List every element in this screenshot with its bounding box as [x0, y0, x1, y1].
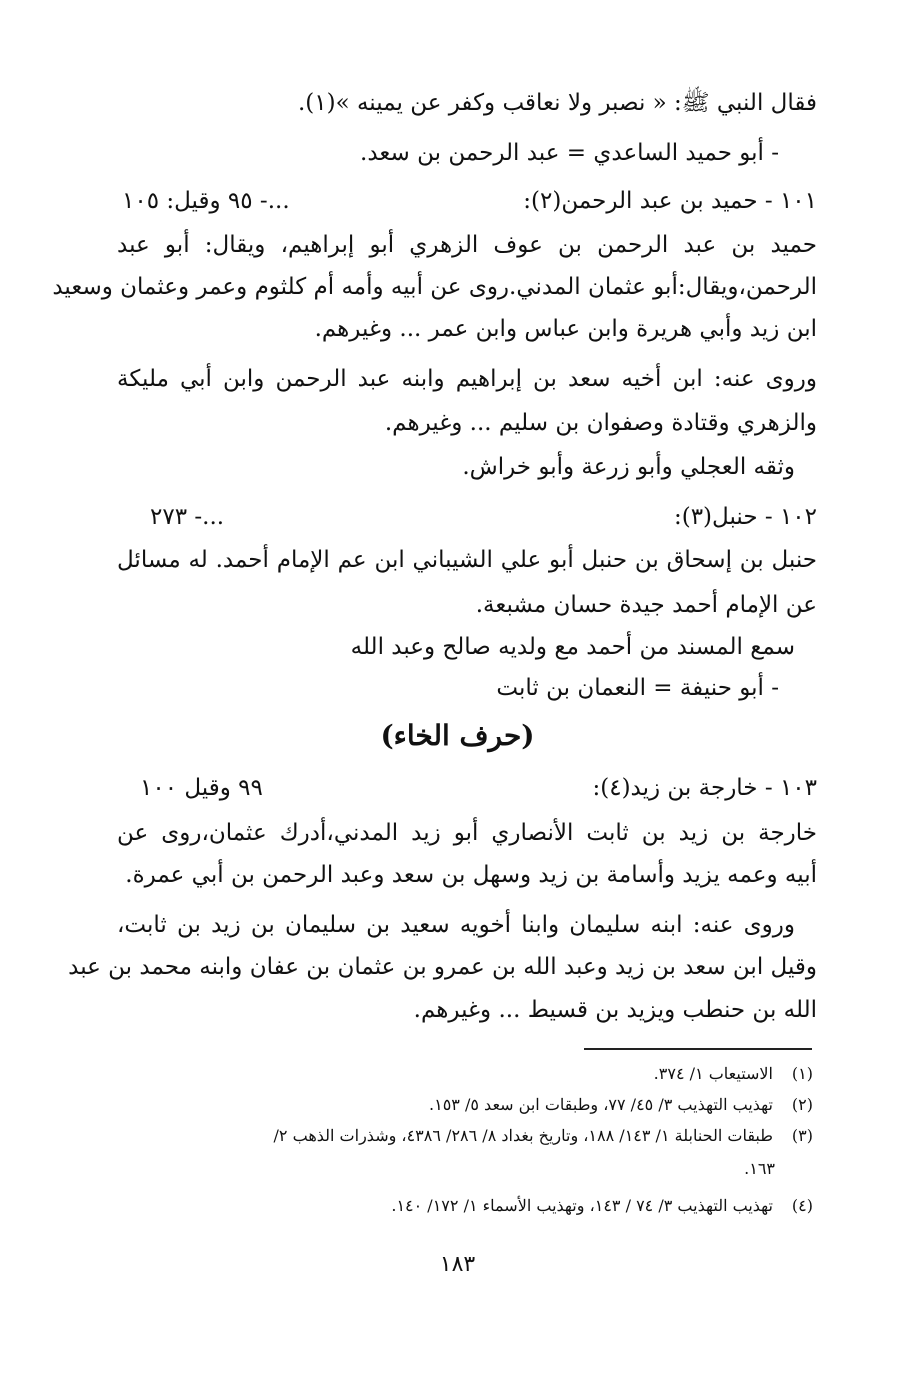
- entry-heading: ١٠٢ - حنبل(٣):: [673, 504, 817, 530]
- entry-heading: ١٠١ - حميد بن عبد الرحمن(٢):: [523, 188, 817, 214]
- text-line: والزهري وقتادة وصفوان بن سليم ... وغيرهم.: [384, 410, 817, 436]
- text-line: الله بن حنطب ويزيد بن قسيط ... وغيرهم.: [413, 997, 817, 1023]
- text-line: سمع المسند من أحمد مع ولديه صالح وعبد الله: [350, 634, 795, 660]
- text-line: وروى عنه: ابن أخيه سعد بن إبراهيم وابنه عبد الرحمن وابن أبي مليكة: [117, 366, 817, 392]
- footnote-separator: [584, 1048, 812, 1050]
- entry-heading: ١٠٣ - خارجة بن زيد(٤):: [592, 775, 817, 801]
- page-number: ١٨٣: [439, 1252, 476, 1277]
- footnote-number: (١): [791, 1064, 813, 1083]
- footnote-text: تهذيب التهذيب ٣/ ٧٤ / ١٤٣، وتهذيب الأسماء ١/ ١٧٢/ ١٤٠.: [391, 1196, 773, 1215]
- text-line: خارجة بن زيد بن ثابت الأنصاري أبو زيد المدني،أدرك عثمان،روى عن: [117, 820, 817, 846]
- text-line: الرحمن،ويقال:أبو عثمان المدني.روى عن أبيه وأمه أم كلثوم وعمر وعثمان وسعيد: [52, 274, 817, 300]
- entry-dates: ...- ٢٧٣: [150, 504, 225, 530]
- text-line: - أبو حميد الساعدي = عبد الرحمن بن سعد.: [360, 140, 779, 166]
- footnote-text: الاستيعاب ١/ ٣٧٤.: [653, 1064, 773, 1083]
- entry-dates: ...- ٩٥ وقيل: ١٠٥: [122, 188, 290, 214]
- footnote: [274, 1125, 813, 1147]
- text-line: - أبو حنيفة = النعمان بن ثابت: [496, 675, 779, 701]
- text-line: فقال النبي ﷺ: « نصبر ولا نعاقب وكفر عن يمينه »(١).: [297, 90, 817, 116]
- text-line: حميد بن عبد الرحمن بن عوف الزهري أبو إبراهيم، ويقال: أبو عبد: [117, 232, 817, 258]
- footnote-number: (٢): [791, 1095, 813, 1114]
- footnote: [429, 1094, 813, 1116]
- footnote: [654, 1063, 813, 1085]
- entry-dates: ٩٩ وقيل ١٠٠: [140, 775, 263, 801]
- footnote-continuation: ١٦٣.: [744, 1159, 775, 1178]
- text-line: ابن زيد وأبي هريرة وابن عباس وابن عمر ... وغيرهم.: [314, 316, 817, 342]
- text-line: وثقه العجلي وأبو زرعة وأبو خراش.: [462, 454, 795, 480]
- footnote-number: (٤): [791, 1196, 813, 1215]
- text-line: أبيه وعمه يزيد وأسامة بن زيد وسهل بن سعد وعبد الرحمن بن أبي عمرة.: [125, 862, 817, 888]
- footnote-text: طبقات الحنابلة ١/ ١٤٣/ ١٨٨، وتاريخ بغداد ٨/ ٢٨٦/ ٤٣٨٦، وشذرات الذهب ٢/: [273, 1126, 773, 1145]
- text-line: عن الإمام أحمد جيدة حسان مشبعة.: [475, 592, 817, 618]
- footnote-number: (٣): [791, 1126, 813, 1145]
- text-line: حنبل بن إسحاق بن حنبل أبو علي الشيباني ابن عم الإمام أحمد. له مسائل: [117, 547, 817, 573]
- footnote-text: تهذيب التهذيب ٣/ ٤٥/ ٧٧، وطبقات ابن سعد ٥/ ١٥٣.: [429, 1095, 773, 1114]
- text-line: وروى عنه: ابنه سليمان وابنا أخويه سعيد بن سليمان بن زيد بن ثابت،: [117, 912, 795, 938]
- section-title: (حرف الخاء): [380, 719, 535, 752]
- footnote: [391, 1195, 813, 1217]
- text-line: وقيل ابن سعد بن زيد وعبد الله بن عمرو بن عثمان بن عفان وابنه محمد بن عبد: [68, 954, 817, 980]
